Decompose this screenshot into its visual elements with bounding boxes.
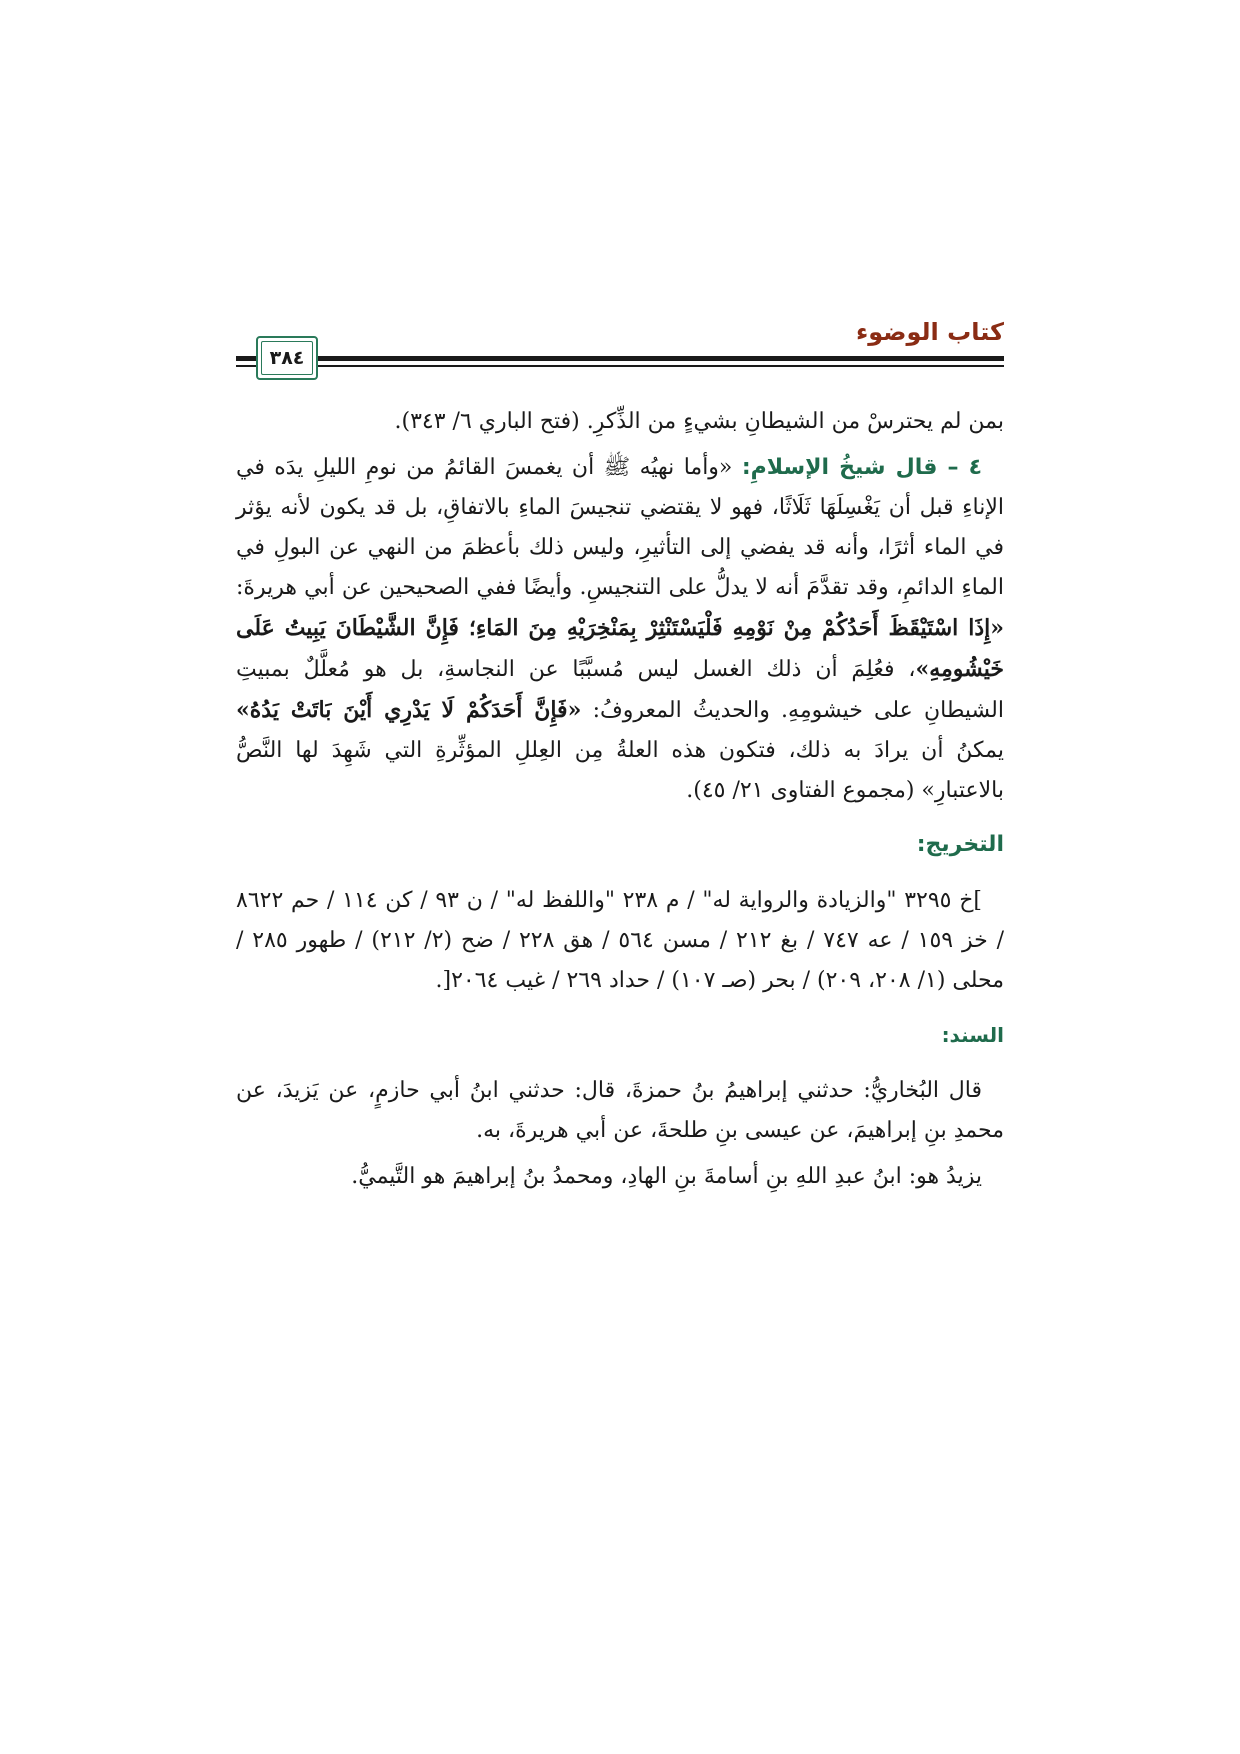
- running-title: كتاب الوضوء: [855, 318, 1004, 346]
- sanad-text: قال البُخاريُّ: حدثني إبراهيمُ بنُ حمزةَ، قال: حدثني ابنُ أبي حازمٍ، عن يَزيدَ، عن محمدِ بنِ إبراهيمَ، عن عيسى بنِ طلحةَ، عن أبي هريرةَ، به.: [236, 1078, 1004, 1143]
- paragraph-quote: [236, 448, 1004, 811]
- takhrij-text: ]خ ٣٢٩٥ "والزيادة والرواية له" / م ٢٣٨ "واللفظ له" / ن ٩٣ / كن ١١٤ / حم ٨٦٢٢ / خز ١٥٩ / عه ٧٤٧ / بغ ٢١٢ / مسن ٥٦٤ / هق ٢٢٨ / ضح (٢/ ٢١٢) / طهور ٢٨٥ / محلى (١/ ٢٠٨، ٢٠٩) / بحر (صـ ١٠٧) / حداد ٢٦٩ / غيب ٢٠٦٤[.: [236, 888, 1004, 993]
- section-heading-takhrij: التخريج:: [916, 832, 1004, 857]
- header-rule-thin: [236, 365, 1004, 367]
- paragraph-continuation-text: بمن لم يحترسْ من الشيطانِ بشيءٍ من الذِّكرِ. (فتح الباري ٦/ ٣٤٣).: [394, 409, 1004, 434]
- section-heading-sanad: السند:: [941, 1023, 1004, 1047]
- hadith-text-2: «فَإِنَّ أَحَدَكُمْ لَا يَدْرِي أَيْنَ بَاتَتْ يَدُهُ»: [236, 697, 582, 723]
- quote-speaker-label: ٤ – قال شيخُ الإسلامِ:: [741, 455, 983, 480]
- page-header: [236, 318, 1004, 384]
- paragraph-sanad: [236, 1071, 1004, 1151]
- quote-text-3: يمكنُ أن يرادَ به ذلك، فتكون هذه العلةُ مِن العِللِ المؤثِّرةِ التي شَهِدَ لها النَّصُّ بالاعتبارِ» (مجموع الفتاوى ٢١/ ٤٥).: [236, 738, 1004, 803]
- page-content: [236, 402, 1004, 1203]
- header-rule-thick: [236, 356, 1004, 361]
- paragraph-takhrij: [236, 881, 1004, 1001]
- hadith-text-1: «إِذَا اسْتَيْقَظَ أَحَدُكُمْ مِنْ نَوْمِهِ فَلْيَسْتَنْثِرْ بِمَنْخِرَيْهِ مِنَ المَاءِ؛ فَإِنَّ الشَّيْطَانَ يَبِيتُ عَلَى خَيْشُومِهِ»: [236, 615, 1004, 682]
- narrator-note-text: يزيدُ هو: ابنُ عبدِ اللهِ بنِ أسامةَ بنِ الهادِ، ومحمدُ بنُ إبراهيمَ هو التَّيميُّ.: [351, 1164, 982, 1189]
- page-number: ٣٨٤: [269, 347, 305, 369]
- quote-text-1: «وأما نهيُه ﷺ أن يغمسَ القائمُ من نومِ الليلِ يدَه في الإناءِ قبل أن يَغْسِلَهَا ثَلَاثًا، فهو لا يقتضي تنجيسَ الماءِ بالاتفاقِ، بل قد يكون لأنه يؤثر في الماء أثرًا، وأنه قد يفضي إلى التأثيرِ، وليس ذلك بأعظمَ من النهي عن البولِ في الماءِ الدائمِ، وقد تقدَّمَ أنه لا يدلُّ على التنجيسِ. وأيضًا ففي الصحيحين عن أبي هريرةَ:: [236, 455, 1004, 600]
- paragraph-continuation: [236, 402, 1004, 442]
- quote-text-2: ، فعُلِمَ أن ذلك الغسل ليس مُسبَّبًا عن النجاسةِ، بل هو مُعلَّلٌ بمبيتِ الشيطانِ على خيشومِهِ. والحديثُ المعروفُ:: [236, 657, 1004, 723]
- page-number-frame: [256, 336, 318, 380]
- paragraph-narrator-note: [236, 1157, 1004, 1197]
